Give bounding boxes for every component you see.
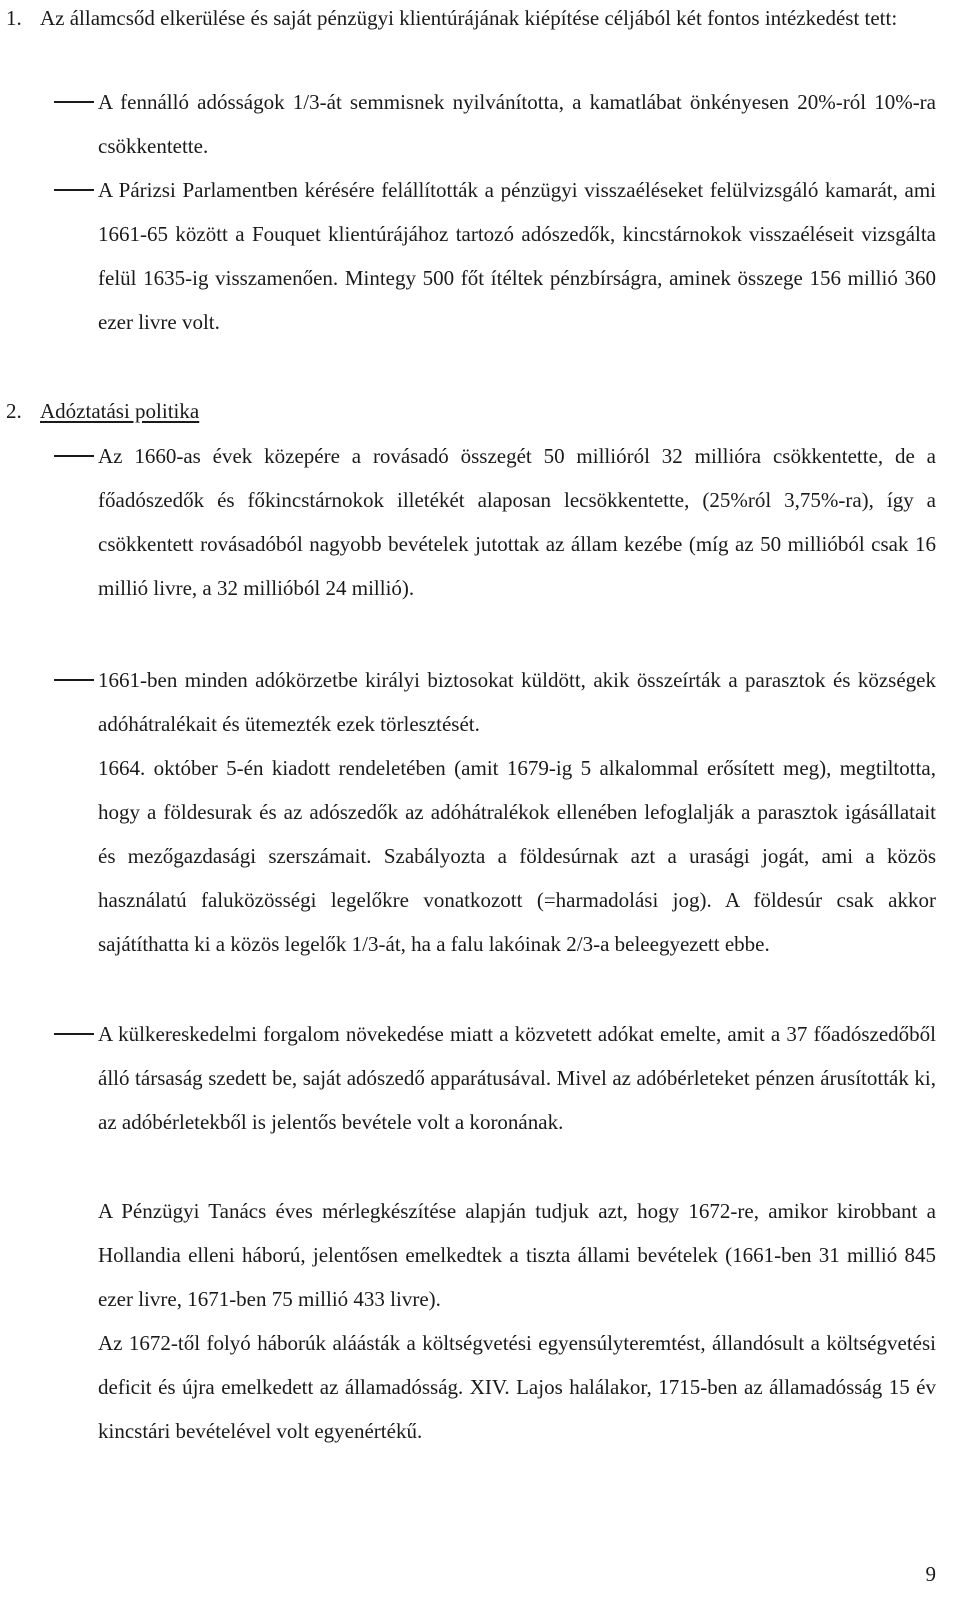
bullet-dash [54,189,94,191]
paragraph-1664: 1664. október 5-én kiadott rendeletében (amit 1679-ig 5 alkalommal erősített meg), megtiltotta, hogy a földesurak és az adószedők az adóhátralékok ellenében lefoglalják a parasztok igásállatait és mezőgazdasági szerszámait. Szabályozta a földesúrnak azt a urasági jogát, ami a közös használatú faluközösségi legelőkre vonatkozott (=harmadolási jog). A földesúr csak akkor sajátíthatta ki a közös legelők 1/3-át, ha a falu lakóinak 2/3-a beleegyezett ebbe. [98,756,936,956]
section-1-number: 1. [6,6,22,30]
section-1-intro: Az államcsőd elkerülése és saját pénzügyi klientúrájának kiépítése céljából két fontos intézkedést tett: [40,6,898,30]
bullet-dash [54,1033,94,1035]
bullet-dash [54,101,94,103]
section-2-number: 2. [6,399,22,423]
section-1-bullet-1: A fennálló adósságok 1/3-át semmisnek nyilvánította, a kamatlábat önkényesen 20%-ról 10%-ra csökkentette. [98,90,936,158]
section-2-bullet-1: Az 1660-as évek közepére a rovásadó összegét 50 millióról 32 millióra csökkentette, de a főadószedők és főkincstárnokok illetékét alaposan lecsökkentette, (25%ról 3,75%-ra), így a csökkentett rovásadóból nagyobb bevételek jutottak az állam kezébe (míg az 50 millióból csak 16 millió livre, a 32 millióból 24 millió). [98,444,936,600]
paragraph-council: A Pénzügyi Tanács éves mérlegkészítése alapján tudjuk azt, hogy 1672-re, amikor kirobbant a Hollandia elleni háború, jelentősen emelkedtek a tiszta állami bevételek (1661-ben 31 millió 845 ezer livre, 1671-ben 75 millió 433 livre). [98,1199,936,1311]
paragraph-wars: Az 1672-től folyó háborúk aláásták a költségvetési egyensúlyteremtést, állandósult a költségvetési deficit és újra emelkedett az államadósság. XIV. Lajos halálakor, 1715-ben az államadósság 15 év kincstári bevételével volt egyenértékű. [98,1331,936,1443]
bullet-dash [54,679,94,681]
page-number: 9 [925,1562,936,1586]
section-2-bullet-trade: A külkereskedelmi forgalom növekedése miatt a közvetett adókat emelte, amit a 37 főadószedőből álló társaság szedett be, saját adószedő apparátusával. Mivel az adóbérleteket pénzen árusították ki, az adóbérletekből is jelentős bevétele volt a koronának. [98,1022,936,1134]
section-1-bullet-2: A Párizsi Parlamentben kérésére felállították a pénzügyi visszaéléseket felülvizsgáló kamarát, ami 1661-65 között a Fouquet klientúrájához tartozó adószedők, kincstárnokok visszaéléseit vizsgálta felül 1635-ig visszamenően. Mintegy 500 főt ítéltek pénzbírságra, aminek összege 156 millió 360 ezer livre volt. [98,178,936,334]
section-2-bullet-2: 1661-ben minden adókörzetbe királyi biztosokat küldött, akik összeírták a parasztok és községek adóhátralékait és ütemezték ezek törlesztését. [98,668,936,736]
section-2-heading: Adóztatási politika [40,399,200,423]
bullet-dash [54,455,94,457]
